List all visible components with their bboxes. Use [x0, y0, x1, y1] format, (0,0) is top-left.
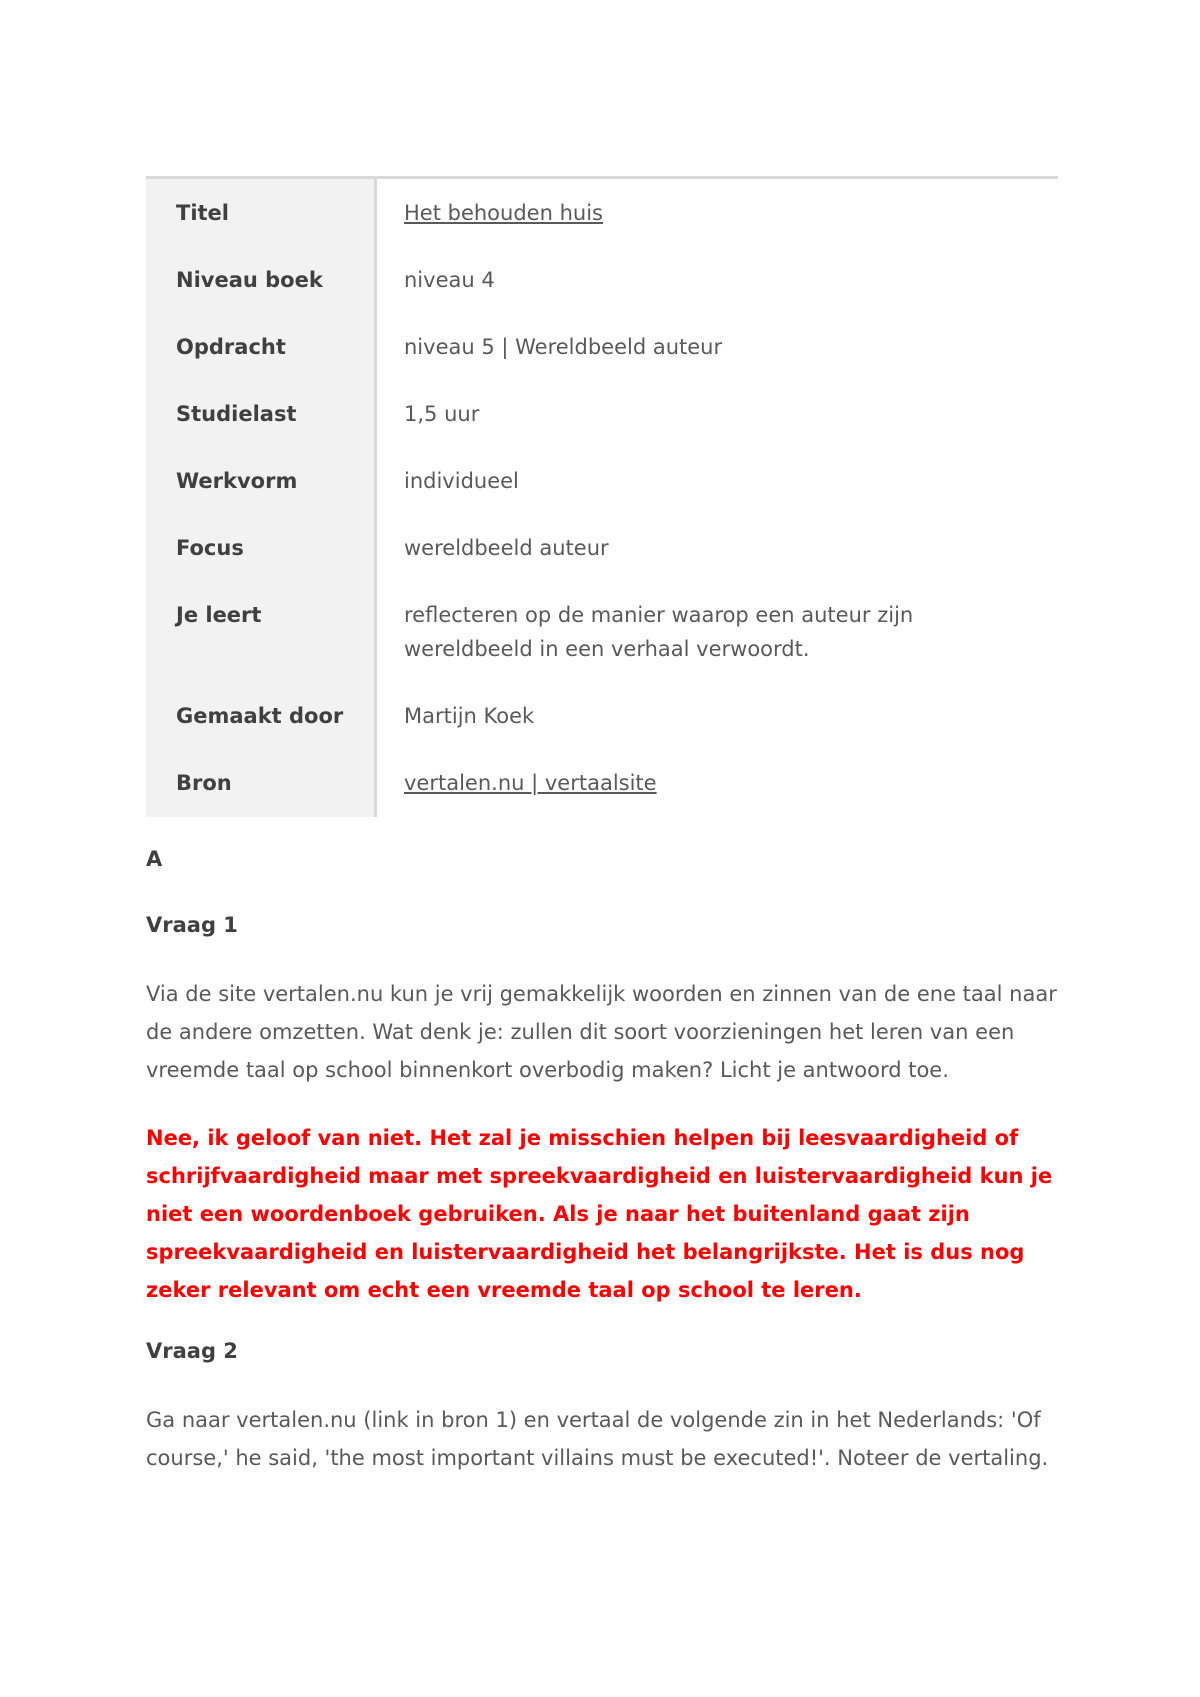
info-value-cell: [377, 749, 1058, 817]
question-1-text: Via de site vertalen.nu kun je vrij gemakkelijk woorden en zinnen van de ene taal naar de andere omzetten. Wat denk je: zullen dit soort voorzieningen het leren van een vreemde taal op school binnenkort overbodig maken? Licht je antwoord toe.: [146, 982, 1057, 1082]
document-page: [146, 176, 1058, 1477]
info-row-opdracht: [146, 313, 1058, 380]
source-link[interactable]: vertalen.nu | vertaalsite: [404, 771, 657, 795]
info-row-niveau-boek: [146, 246, 1058, 313]
info-label: Studielast: [146, 380, 374, 447]
info-label: Gemaakt door: [146, 682, 374, 749]
info-label: Je leert: [146, 581, 374, 682]
info-label: Werkvorm: [146, 447, 374, 514]
question-1-heading: Vraag 1: [146, 913, 238, 937]
info-value: niveau 4: [404, 268, 495, 292]
info-value-cell: [377, 179, 1058, 246]
info-table: [146, 176, 1058, 817]
info-label: Niveau boek: [146, 246, 374, 313]
question-1-answer: Nee, ik geloof van niet. Het zal je misschien helpen bij leesvaardigheid of schrijfvaardigheid maar met spreekvaardigheid en luistervaardigheid kun je niet een woordenboek gebruiken. Als je naar het buitenland gaat zijn spreekvaardigheid en luistervaardigheid het belangrijkste. Het is dus nog zeker relevant om echt een vreemde taal op school te leren.: [146, 1126, 1053, 1302]
title-link[interactable]: Het behouden huis: [404, 201, 603, 225]
info-row-werkvorm: [146, 447, 1058, 514]
info-value: niveau 5 | Wereldbeeld auteur: [404, 335, 723, 359]
question-2-heading: Vraag 2: [146, 1339, 238, 1363]
info-value: individueel: [404, 469, 519, 493]
info-label: Opdracht: [146, 313, 374, 380]
info-row-bron: [146, 749, 1058, 817]
info-label: Bron: [146, 749, 374, 817]
info-row-studielast: [146, 380, 1058, 447]
info-row-gemaakt-door: [146, 682, 1058, 749]
info-row-focus: [146, 514, 1058, 581]
info-value: Martijn Koek: [404, 704, 535, 728]
info-value: reflecteren op de manier waarop een auteur zijn wereldbeeld in een verhaal verwoordt.: [404, 603, 914, 661]
section-letter: A: [146, 847, 163, 871]
question-2-text: Ga naar vertalen.nu (link in bron 1) en vertaal de volgende zin in het Nederlands: 'Of course,' he said, 'the most important villains must be executed!'. Noteer de vertaling.: [146, 1408, 1049, 1470]
info-value: 1,5 uur: [404, 402, 480, 426]
info-label: Titel: [146, 179, 374, 246]
info-row-titel: [146, 179, 1058, 246]
info-value: wereldbeeld auteur: [404, 536, 609, 560]
info-label: Focus: [146, 514, 374, 581]
info-row-je-leert: [146, 581, 1058, 682]
